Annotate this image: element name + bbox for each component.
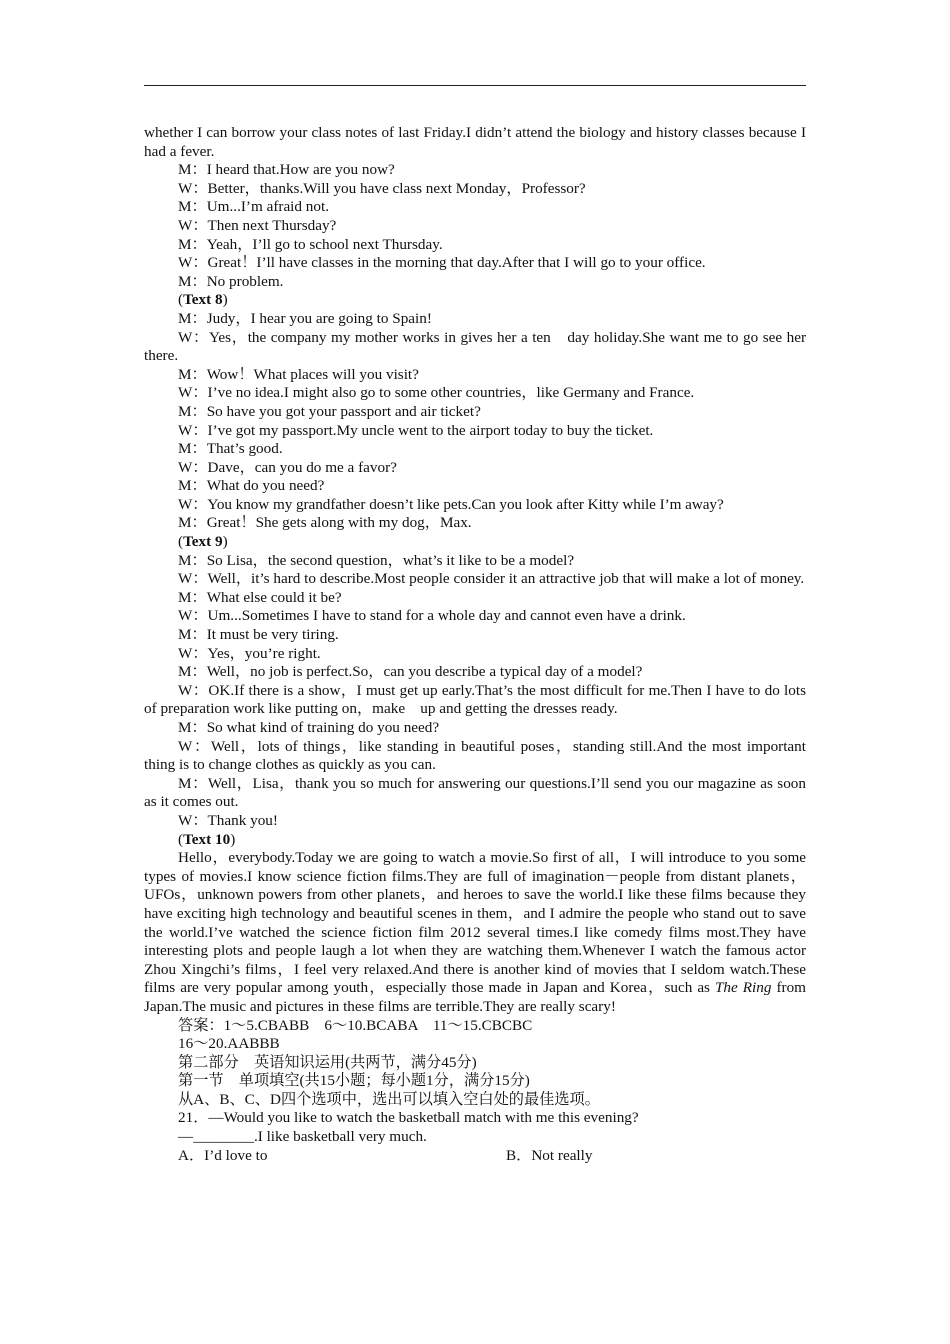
dialogue-line: W：Better，thanks.Will you have class next Monday，Professor? — [178, 179, 586, 197]
dialogue-text9 — [144, 552, 806, 831]
dialogue-text7-continued — [144, 124, 806, 291]
dialogue-line: M：Great！She gets along with my dog，Max. — [178, 514, 472, 532]
dialogue-line: M：No problem. — [178, 272, 284, 290]
dialogue-line: W：Well，lots of things，like standing in beautiful poses，standing still.And the most important thing is to change clothes as quickly as you can. — [144, 737, 806, 774]
dialogue-line: M：Yeah，I’ll go to school next Thursday. — [178, 235, 443, 253]
dialogue-line: W：Thank you! — [178, 811, 278, 829]
dialogue-line: M：Um...I’m afraid not. — [178, 198, 329, 216]
question-21-stem: 21．—Would you like to watch the basketball match with me this evening? — [178, 1109, 639, 1127]
dialogue-line: W：OK.If there is a show，I must get up early.That’s the most difficult for me.Then I have to do lots of preparation work like putting on，make up and getting the dresses ready. — [144, 681, 806, 718]
dialogue-line: M：It must be very tiring. — [178, 626, 339, 644]
question-21-blank: —________.I like basketball very much. — [178, 1128, 427, 1146]
dialogue-line: W：Dave，can you do me a favor? — [178, 458, 397, 476]
dialogue-line: W：I’ve got my passport.My uncle went to the airport today to buy the ticket. — [178, 421, 654, 439]
part2-heading: 第二部分 英语知识运用(共两节，满分45分) — [178, 1053, 477, 1071]
dialogue-line: W：Well，it’s hard to describe.Most people consider it an attractive job that will make a lot of money. — [178, 570, 805, 588]
dialogue-line: W：Yes，the company my mother works in gives her a ten day holiday.She want me to go see her there. — [144, 328, 806, 365]
option-a: A．I’d love to — [178, 1146, 268, 1164]
dialogue-text8 — [144, 310, 806, 533]
dialogue-line: M：Judy，I hear you are going to Spain! — [178, 309, 432, 327]
dialogue-line: W：Then next Thursday? — [178, 216, 337, 234]
dialogue-line: M：Well，no job is perfect.So，can you describe a typical day of a model? — [178, 663, 643, 681]
option-b: B．Not really — [506, 1146, 593, 1164]
dialogue-line: W：Yes，you’re right. — [178, 644, 321, 662]
film-title: The Ring — [714, 979, 772, 997]
dialogue-line: W：You know my grandfather doesn’t like pets.Can you look after Kitty while I’m away? — [178, 495, 724, 513]
dialogue-line: M：So have you got your passport and air ticket? — [178, 402, 481, 420]
dialogue-line: M：So what kind of training do you need? — [178, 719, 440, 736]
dialogue-line: W：Great！I’ll have classes in the morning that day.After that I will go to your office. — [178, 254, 706, 272]
answers-line-1: 答案：1～5.CBABB 6～10.BCABA 11～15.CBCBC — [178, 1016, 533, 1034]
dialogue-line: M：What do you need? — [178, 477, 325, 495]
dialogue-line: M：Well，Lisa，thank you so much for answering our questions.I’ll send you our magazine as soon as it comes out. — [144, 774, 806, 811]
dialogue-line: whether I can borrow your class notes of last Friday.I didn’t attend the biology and history classes because I had a fever. — [144, 124, 806, 160]
header-rule — [144, 85, 806, 86]
dialogue-line: W：Um...Sometimes I have to stand for a whole day and cannot even have a drink. — [178, 607, 686, 625]
text10-monologue: Hello，everybody.Today we are going to watch a movie.So first of all，I will introduce to you some types of movies.I know science fiction films.They are full of imagination－people from distant planets，UFOs，unknown powers from other planets，and heroes to save the world.I like these films because they have exciting high technology and beautiful scenes in them，and I admire the people who stand out to save the world.I’ve watched the science fiction film 2012 several times.I like comedy films most.They have interesting plots and people laugh a lot when they are watching them.Whenever I watch the famous actor Zhou Xingchi’s films，I feel very relaxed.And there is another kind of movies that I seldom watch.These films are very popular among youth，especially those made in Japan and Korea，such as The Ring from Japan.The music and pictures in these films are terrible.They are really scary! — [144, 849, 806, 1015]
dialogue-line: M：Wow！What places will you visit? — [178, 365, 419, 383]
text10-heading: (Text 10) — [178, 830, 236, 848]
text8-heading: (Text 8) — [178, 291, 228, 309]
text9-heading: (Text 9) — [178, 533, 228, 551]
dialogue-line: M：What else could it be? — [178, 588, 342, 606]
dialogue-line: M：That’s good. — [178, 440, 283, 458]
section1-heading: 第一节 单项填空(共15小题；每小题1分，满分15分) — [178, 1072, 530, 1090]
question-21-options — [144, 1147, 806, 1166]
instructions: 从A、B、C、D四个选项中，选出可以填入空白处的最佳选项。 — [178, 1090, 600, 1108]
dialogue-line: M：I heard that.How are you now? — [178, 161, 395, 179]
answers-line-2: 16～20.AABBB — [178, 1035, 280, 1053]
document-body — [144, 124, 806, 1165]
dialogue-line: W：I’ve no idea.I might also go to some other countries，like Germany and France. — [178, 384, 695, 402]
dialogue-line: M：So Lisa，the second question，what’s it like to be a model? — [178, 551, 575, 569]
